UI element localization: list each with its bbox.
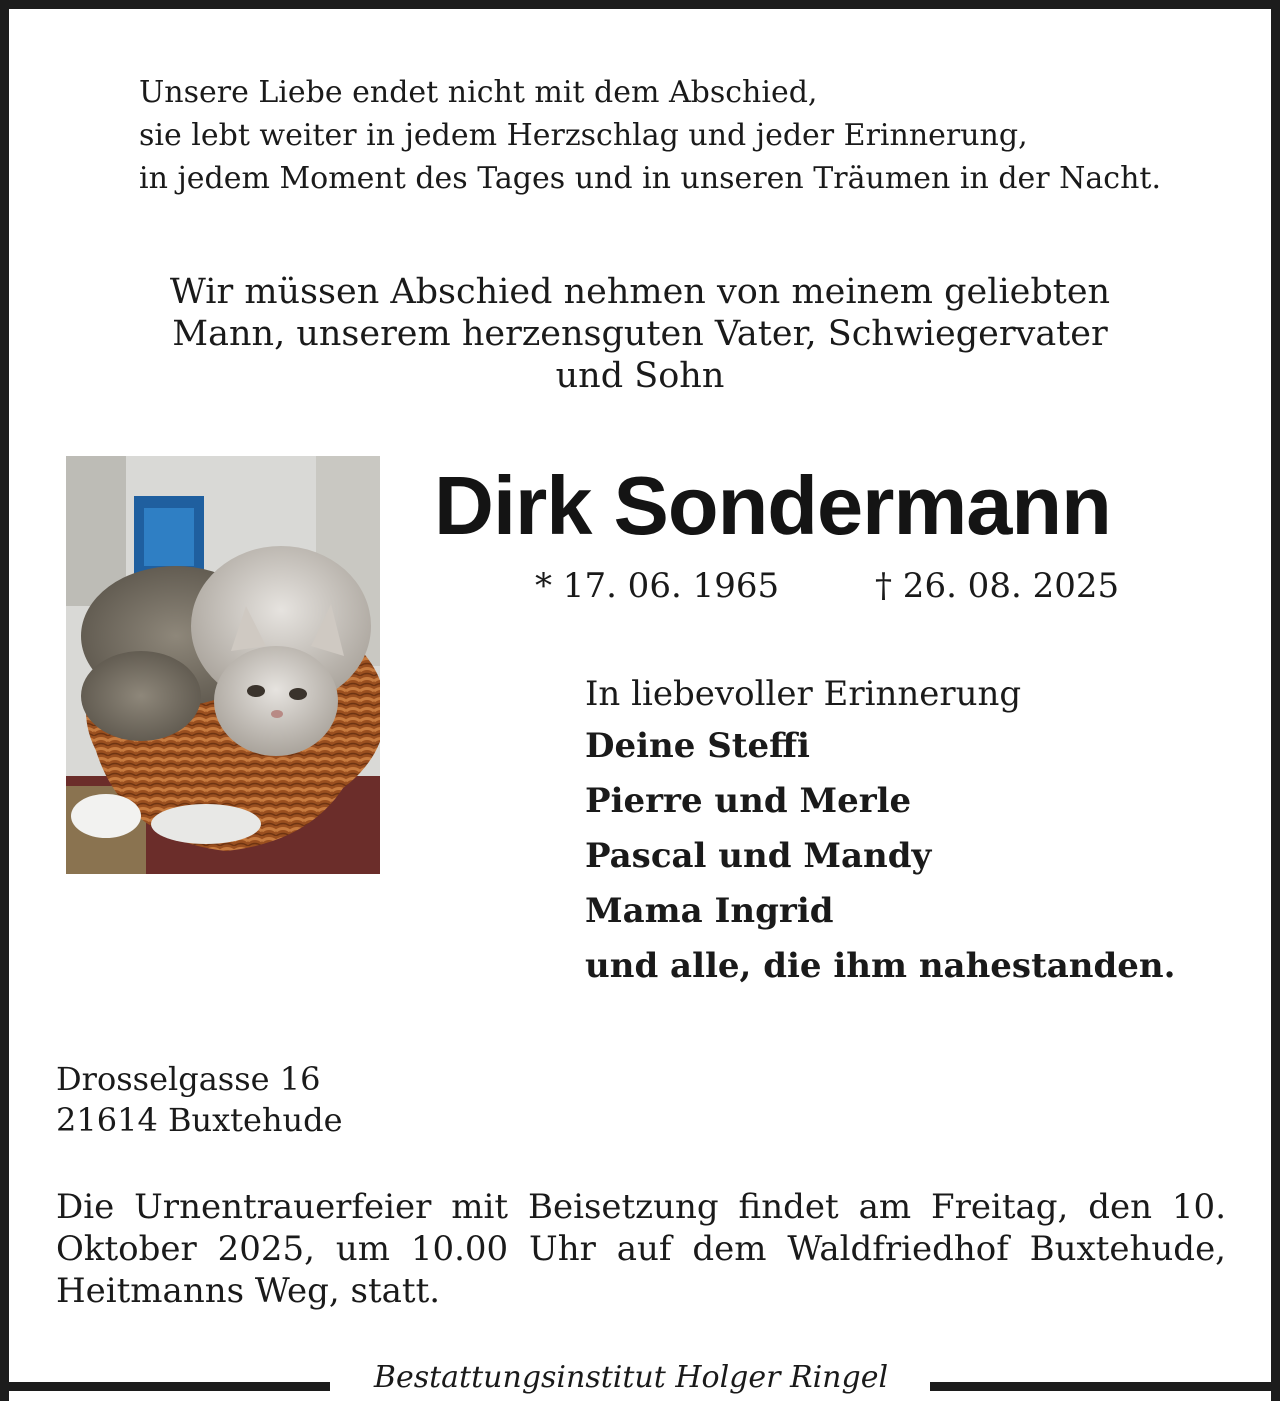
poem-line: Unsere Liebe endet nicht mit dem Abschied, xyxy=(139,75,818,110)
funeral-home-name: Bestattungsinstitut Holger Ringel xyxy=(373,1360,889,1395)
footer-rule-right xyxy=(930,1382,1280,1391)
farewell-intro xyxy=(9,271,1271,397)
mourner-name: und alle, die ihm nahestanden. xyxy=(585,946,1176,986)
footer-rule-left xyxy=(0,1382,330,1391)
birth-date: * 17. 06. 1965 xyxy=(535,566,780,606)
address-city: 21614 Buxtehude xyxy=(56,1101,343,1139)
mourners-block xyxy=(585,669,1175,994)
memorial-photo xyxy=(66,456,380,874)
mourner-name: Pascal und Mandy xyxy=(585,836,932,876)
mourner-name: Deine Steffi xyxy=(585,726,810,766)
mourner-name: Pierre und Merle xyxy=(585,781,912,821)
poem xyxy=(139,71,1161,200)
address xyxy=(56,1059,343,1141)
mourners-lead: In liebevoller Erinnerung xyxy=(585,674,1022,714)
mourner-name: Mama Ingrid xyxy=(585,891,834,931)
address-street: Drosselgasse 16 xyxy=(56,1060,321,1098)
poem-line: sie lebt weiter in jedem Herzschlag und jeder Erinnerung, xyxy=(139,118,1028,153)
deceased-name: Dirk Sondermann xyxy=(434,459,1111,552)
intro-line: Mann, unserem herzensguten Vater, Schwiegervater xyxy=(172,314,1108,354)
footer xyxy=(0,1354,1280,1401)
service-announcement: Die Urnentrauerfeier mit Beisetzung findet am Freitag, den 10. Oktober 2025, um 10.00 Uhr auf dem Waldfriedhof Buxtehude, Heitmanns Weg, statt. xyxy=(56,1187,1226,1311)
cats-in-basket-image xyxy=(66,456,380,874)
death-date: † 26. 08. 2025 xyxy=(875,566,1120,606)
poem-line: in jedem Moment des Tages und in unseren Träumen in der Nacht. xyxy=(139,161,1162,196)
intro-line: Wir müssen Abschied nehmen von meinem geliebten xyxy=(169,272,1111,312)
intro-line: und Sohn xyxy=(555,356,725,396)
